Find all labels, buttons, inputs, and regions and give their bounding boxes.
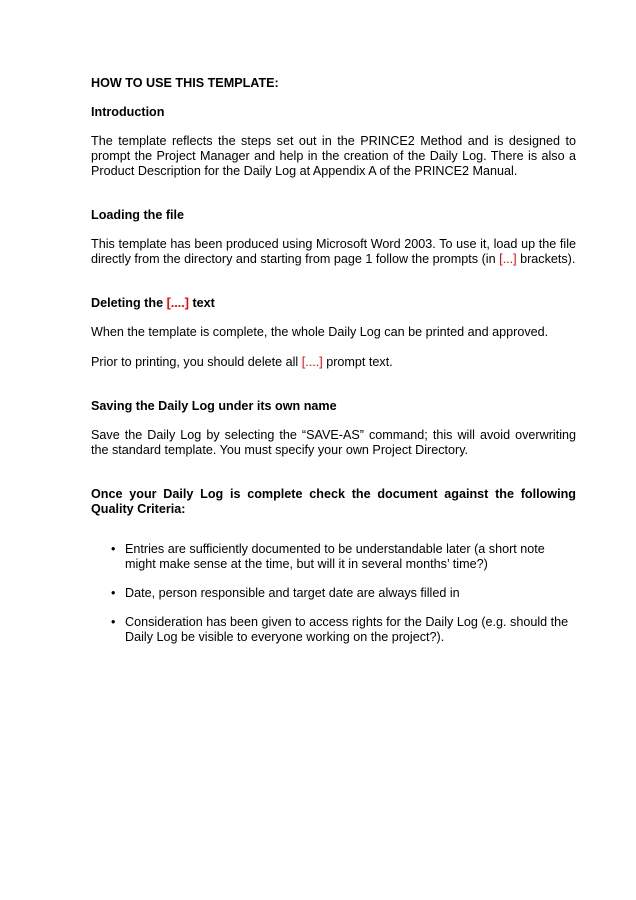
list-item-text: Consideration has been given to access rights for the Daily Log (e.g. should the Daily Log be visible to everyone working on the project?). — [125, 615, 569, 644]
document-title: HOW TO USE THIS TEMPLATE: — [91, 76, 279, 90]
deleting-text-2-after: prompt text. — [322, 355, 393, 369]
saving-text: Save the Daily Log by selecting the “SAVE-AS” command; this will avoid overwriting the standard template. You must specify your own Project Directory. — [91, 428, 576, 457]
deleting-text-2-before: Prior to printing, you should delete all — [91, 355, 302, 369]
loading-text-after: brackets). — [516, 252, 576, 266]
list-item — [91, 586, 576, 601]
list-item — [91, 615, 576, 645]
bullet-icon: • — [111, 615, 116, 629]
introduction-text: The template reflects the steps set out in the PRINCE2 Method and is designed to prompt the Project Manager and help in the creation of the Daily Log. There is also a Product Description for the Daily Log at Appendix A of the PRINCE2 Manual. — [91, 134, 576, 178]
deleting-heading — [91, 296, 576, 311]
saving-heading: Saving the Daily Log under its own name — [91, 399, 337, 413]
loading-text — [91, 237, 576, 267]
list-item-text: Entries are sufficiently documented to be understandable later (a short note might make sense at the time, but will it in several months’ time?) — [125, 542, 545, 571]
deleting-text-2 — [91, 355, 576, 370]
introduction-heading: Introduction — [91, 105, 165, 119]
loading-text-before: This template has been produced using Microsoft Word 2003. To use it, load up the file directly from the directory and starting from page 1 follow the prompts (in — [91, 237, 576, 266]
list-item-text: Date, person responsible and target date are always filled in — [125, 586, 460, 600]
document-page — [91, 76, 576, 659]
bullet-icon: • — [111, 542, 116, 556]
quality-heading: Once your Daily Log is complete check the document against the following Quality Criteria: — [91, 487, 576, 516]
quality-criteria-list — [91, 542, 576, 645]
deleting-heading-before: Deleting the — [91, 296, 167, 310]
prompt-marker: [....] — [166, 296, 189, 310]
bullet-icon: • — [111, 586, 116, 600]
deleting-heading-after: text — [188, 296, 215, 310]
prompt-marker: [...] — [499, 252, 517, 266]
deleting-text-1: When the template is complete, the whole Daily Log can be printed and approved. — [91, 325, 549, 339]
prompt-marker: [....] — [301, 355, 323, 369]
list-item — [91, 542, 576, 572]
loading-heading: Loading the file — [91, 208, 185, 222]
